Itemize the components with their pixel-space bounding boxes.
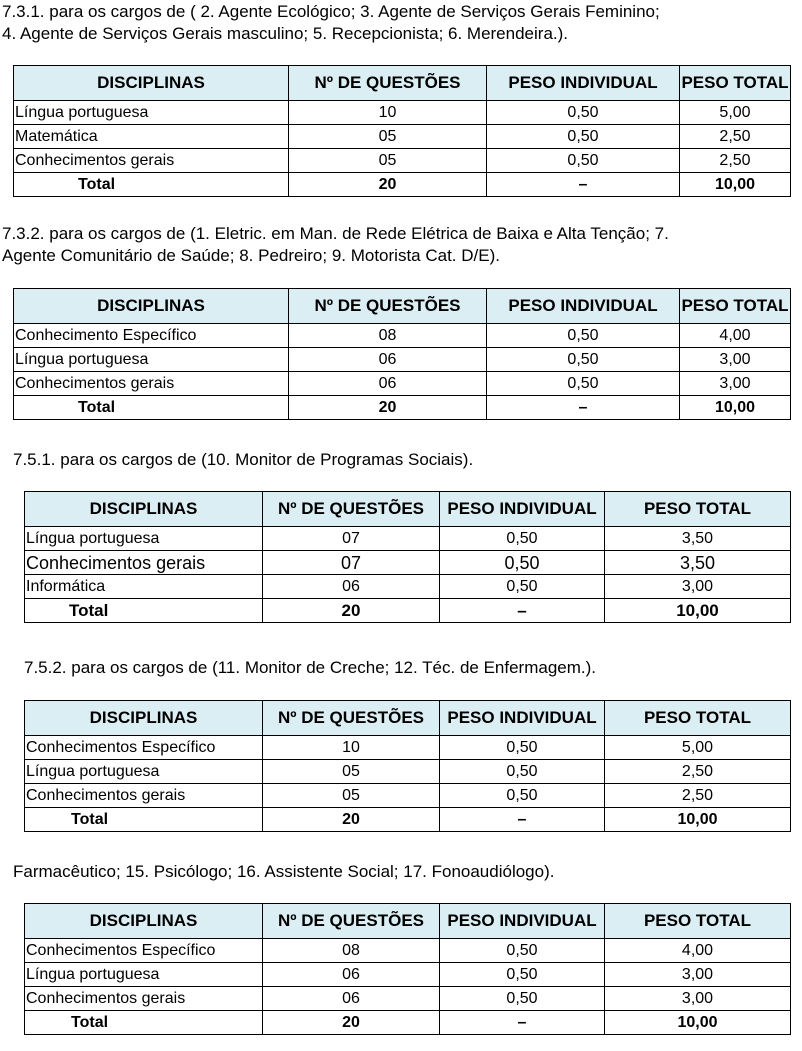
intro-line: 7.5.1. para os cargos de (10. Monitor de Programas Sociais). [13, 450, 474, 469]
cell-disciplina: Conhecimentos Específico [25, 939, 263, 963]
cell-disciplina: Língua portuguesa [14, 101, 289, 125]
cell-peso-total: 3,00 [605, 575, 791, 599]
cell-questoes: 08 [289, 324, 487, 348]
table-total-row [25, 599, 791, 623]
cell-total-peso-individual: – [487, 396, 680, 420]
cell-peso-individual: 0,50 [487, 149, 680, 173]
header-peso-total: PESO TOTAL [605, 701, 791, 736]
header-disciplinas: DISCIPLINAS [25, 492, 263, 527]
cell-questoes: 07 [263, 527, 440, 551]
header-peso-individual: PESO INDIVIDUAL [440, 904, 605, 939]
header-peso-total: PESO TOTAL [680, 66, 791, 101]
table-row [25, 939, 791, 963]
cell-peso-individual: 0,50 [440, 784, 605, 808]
header-peso-individual: PESO INDIVIDUAL [487, 289, 680, 324]
header-disciplinas: DISCIPLINAS [14, 289, 289, 324]
cell-peso-total: 2,50 [680, 149, 791, 173]
table-row [14, 125, 791, 149]
table-header-row [14, 289, 791, 324]
cell-peso-total: 2,50 [605, 784, 791, 808]
cell-total-questoes: 20 [263, 599, 440, 623]
cell-peso-total: 3,00 [680, 348, 791, 372]
header-questoes: Nº DE QUESTÕES [289, 66, 487, 101]
cell-peso-individual: 0,50 [487, 125, 680, 149]
cell-questoes: 10 [263, 736, 440, 760]
cell-questoes: 08 [263, 939, 440, 963]
table-row [14, 149, 791, 173]
cell-disciplina: Conhecimentos gerais [14, 149, 289, 173]
table-row [25, 760, 791, 784]
cell-total-label: Total [14, 396, 289, 420]
cell-total-peso-individual: – [440, 1011, 605, 1035]
header-peso-individual: PESO INDIVIDUAL [440, 492, 605, 527]
grade-table [13, 65, 791, 197]
table-row [25, 784, 791, 808]
cell-total-questoes: 20 [263, 1011, 440, 1035]
cell-disciplina: Conhecimento Específico [14, 324, 289, 348]
cell-peso-total: 4,00 [605, 939, 791, 963]
header-questoes: Nº DE QUESTÕES [263, 492, 440, 527]
cell-disciplina: Língua portuguesa [25, 527, 263, 551]
cell-peso-total: 2,50 [605, 760, 791, 784]
cell-total-peso-individual: – [440, 599, 605, 623]
cell-total-questoes: 20 [263, 808, 440, 832]
header-questoes: Nº DE QUESTÕES [263, 701, 440, 736]
table-row [25, 551, 791, 575]
header-peso-total: PESO TOTAL [680, 289, 791, 324]
cell-peso-individual: 0,50 [440, 963, 605, 987]
cell-peso-individual: 0,50 [487, 372, 680, 396]
cell-peso-total: 3,00 [605, 963, 791, 987]
cell-questoes: 06 [263, 575, 440, 599]
table-total-row [14, 173, 791, 197]
grade-table [24, 491, 791, 623]
cell-peso-individual: 0,50 [440, 736, 605, 760]
table-row [25, 987, 791, 1011]
table-row [14, 101, 791, 125]
cell-total-questoes: 20 [289, 396, 487, 420]
cell-disciplina: Conhecimentos gerais [14, 372, 289, 396]
cell-total-label: Total [25, 808, 263, 832]
intro-line: Farmacêutico; 15. Psicólogo; 16. Assistente Social; 17. Fonoaudiólogo). [13, 862, 555, 881]
header-peso-total: PESO TOTAL [605, 492, 791, 527]
cell-disciplina: Conhecimentos gerais [25, 784, 263, 808]
cell-questoes: 06 [289, 372, 487, 396]
grade-table [24, 903, 791, 1035]
table-header-row [14, 66, 791, 101]
section-intro [13, 449, 473, 471]
cell-peso-total: 3,00 [605, 987, 791, 1011]
cell-peso-individual: 0,50 [440, 760, 605, 784]
table-row [25, 736, 791, 760]
cell-total-peso-individual: – [440, 808, 605, 832]
cell-total-peso-total: 10,00 [605, 1011, 791, 1035]
cell-peso-total: 3,50 [605, 527, 791, 551]
grade-table [13, 288, 791, 420]
table-header-row [25, 904, 791, 939]
cell-disciplina: Língua portuguesa [14, 348, 289, 372]
table-row [25, 575, 791, 599]
cell-questoes: 05 [263, 784, 440, 808]
section-intro [2, 1, 660, 45]
table-row [14, 372, 791, 396]
cell-disciplina: Informática [25, 575, 263, 599]
cell-questoes: 06 [289, 348, 487, 372]
table-total-row [25, 1011, 791, 1035]
cell-disciplina: Matemática [14, 125, 289, 149]
section-intro [2, 223, 669, 267]
table-row [14, 348, 791, 372]
intro-line: 7.3.2. para os cargos de (1. Eletric. em Man. de Rede Elétrica de Baixa e Alta Tenção; 7. [2, 224, 669, 243]
cell-total-questoes: 20 [289, 173, 487, 197]
cell-questoes: 05 [289, 125, 487, 149]
table-row [14, 324, 791, 348]
cell-total-peso-total: 10,00 [680, 396, 791, 420]
cell-total-peso-total: 10,00 [605, 808, 791, 832]
grade-table [24, 700, 791, 832]
intro-line: 7.3.1. para os cargos de ( 2. Agente Ecológico; 3. Agente de Serviços Gerais Feminino; [2, 2, 660, 21]
cell-total-label: Total [25, 599, 263, 623]
header-peso-total: PESO TOTAL [605, 904, 791, 939]
cell-disciplina: Conhecimentos Específico [25, 736, 263, 760]
cell-questoes: 05 [289, 149, 487, 173]
cell-peso-total: 3,00 [680, 372, 791, 396]
table-row [25, 527, 791, 551]
header-disciplinas: DISCIPLINAS [14, 66, 289, 101]
header-peso-individual: PESO INDIVIDUAL [487, 66, 680, 101]
table-row [25, 963, 791, 987]
table-header-row [25, 701, 791, 736]
header-questoes: Nº DE QUESTÕES [289, 289, 487, 324]
cell-peso-individual: 0,50 [440, 551, 605, 575]
cell-peso-individual: 0,50 [487, 101, 680, 125]
cell-peso-total: 5,00 [680, 101, 791, 125]
cell-peso-individual: 0,50 [440, 527, 605, 551]
cell-disciplina: Língua portuguesa [25, 760, 263, 784]
cell-disciplina: Conhecimentos gerais [25, 551, 263, 575]
cell-peso-individual: 0,50 [440, 939, 605, 963]
table-total-row [14, 396, 791, 420]
cell-questoes: 06 [263, 963, 440, 987]
cell-questoes: 10 [289, 101, 487, 125]
cell-peso-individual: 0,50 [487, 348, 680, 372]
intro-line: 7.5.2. para os cargos de (11. Monitor de Creche; 12. Téc. de Enfermagem.). [24, 658, 596, 677]
header-disciplinas: DISCIPLINAS [25, 701, 263, 736]
cell-disciplina: Língua portuguesa [25, 963, 263, 987]
cell-peso-total: 5,00 [605, 736, 791, 760]
cell-questoes: 06 [263, 987, 440, 1011]
table-total-row [25, 808, 791, 832]
cell-total-peso-total: 10,00 [680, 173, 791, 197]
cell-questoes: 07 [263, 551, 440, 575]
cell-total-peso-total: 10,00 [605, 599, 791, 623]
header-questoes: Nº DE QUESTÕES [263, 904, 440, 939]
cell-peso-individual: 0,50 [440, 575, 605, 599]
header-peso-individual: PESO INDIVIDUAL [440, 701, 605, 736]
cell-questoes: 05 [263, 760, 440, 784]
intro-line: Agente Comunitário de Saúde; 8. Pedreiro; 9. Motorista Cat. D/E). [2, 246, 500, 265]
section-intro [24, 657, 596, 679]
cell-peso-total: 4,00 [680, 324, 791, 348]
cell-total-peso-individual: – [487, 173, 680, 197]
cell-peso-individual: 0,50 [487, 324, 680, 348]
intro-line: 4. Agente de Serviços Gerais masculino; 5. Recepcionista; 6. Merendeira.). [2, 24, 569, 43]
cell-peso-total: 3,50 [605, 551, 791, 575]
cell-disciplina: Conhecimentos gerais [25, 987, 263, 1011]
section-intro [13, 861, 554, 883]
cell-peso-individual: 0,50 [440, 987, 605, 1011]
cell-total-label: Total [25, 1011, 263, 1035]
table-header-row [25, 492, 791, 527]
header-disciplinas: DISCIPLINAS [25, 904, 263, 939]
cell-total-label: Total [14, 173, 289, 197]
cell-peso-total: 2,50 [680, 125, 791, 149]
